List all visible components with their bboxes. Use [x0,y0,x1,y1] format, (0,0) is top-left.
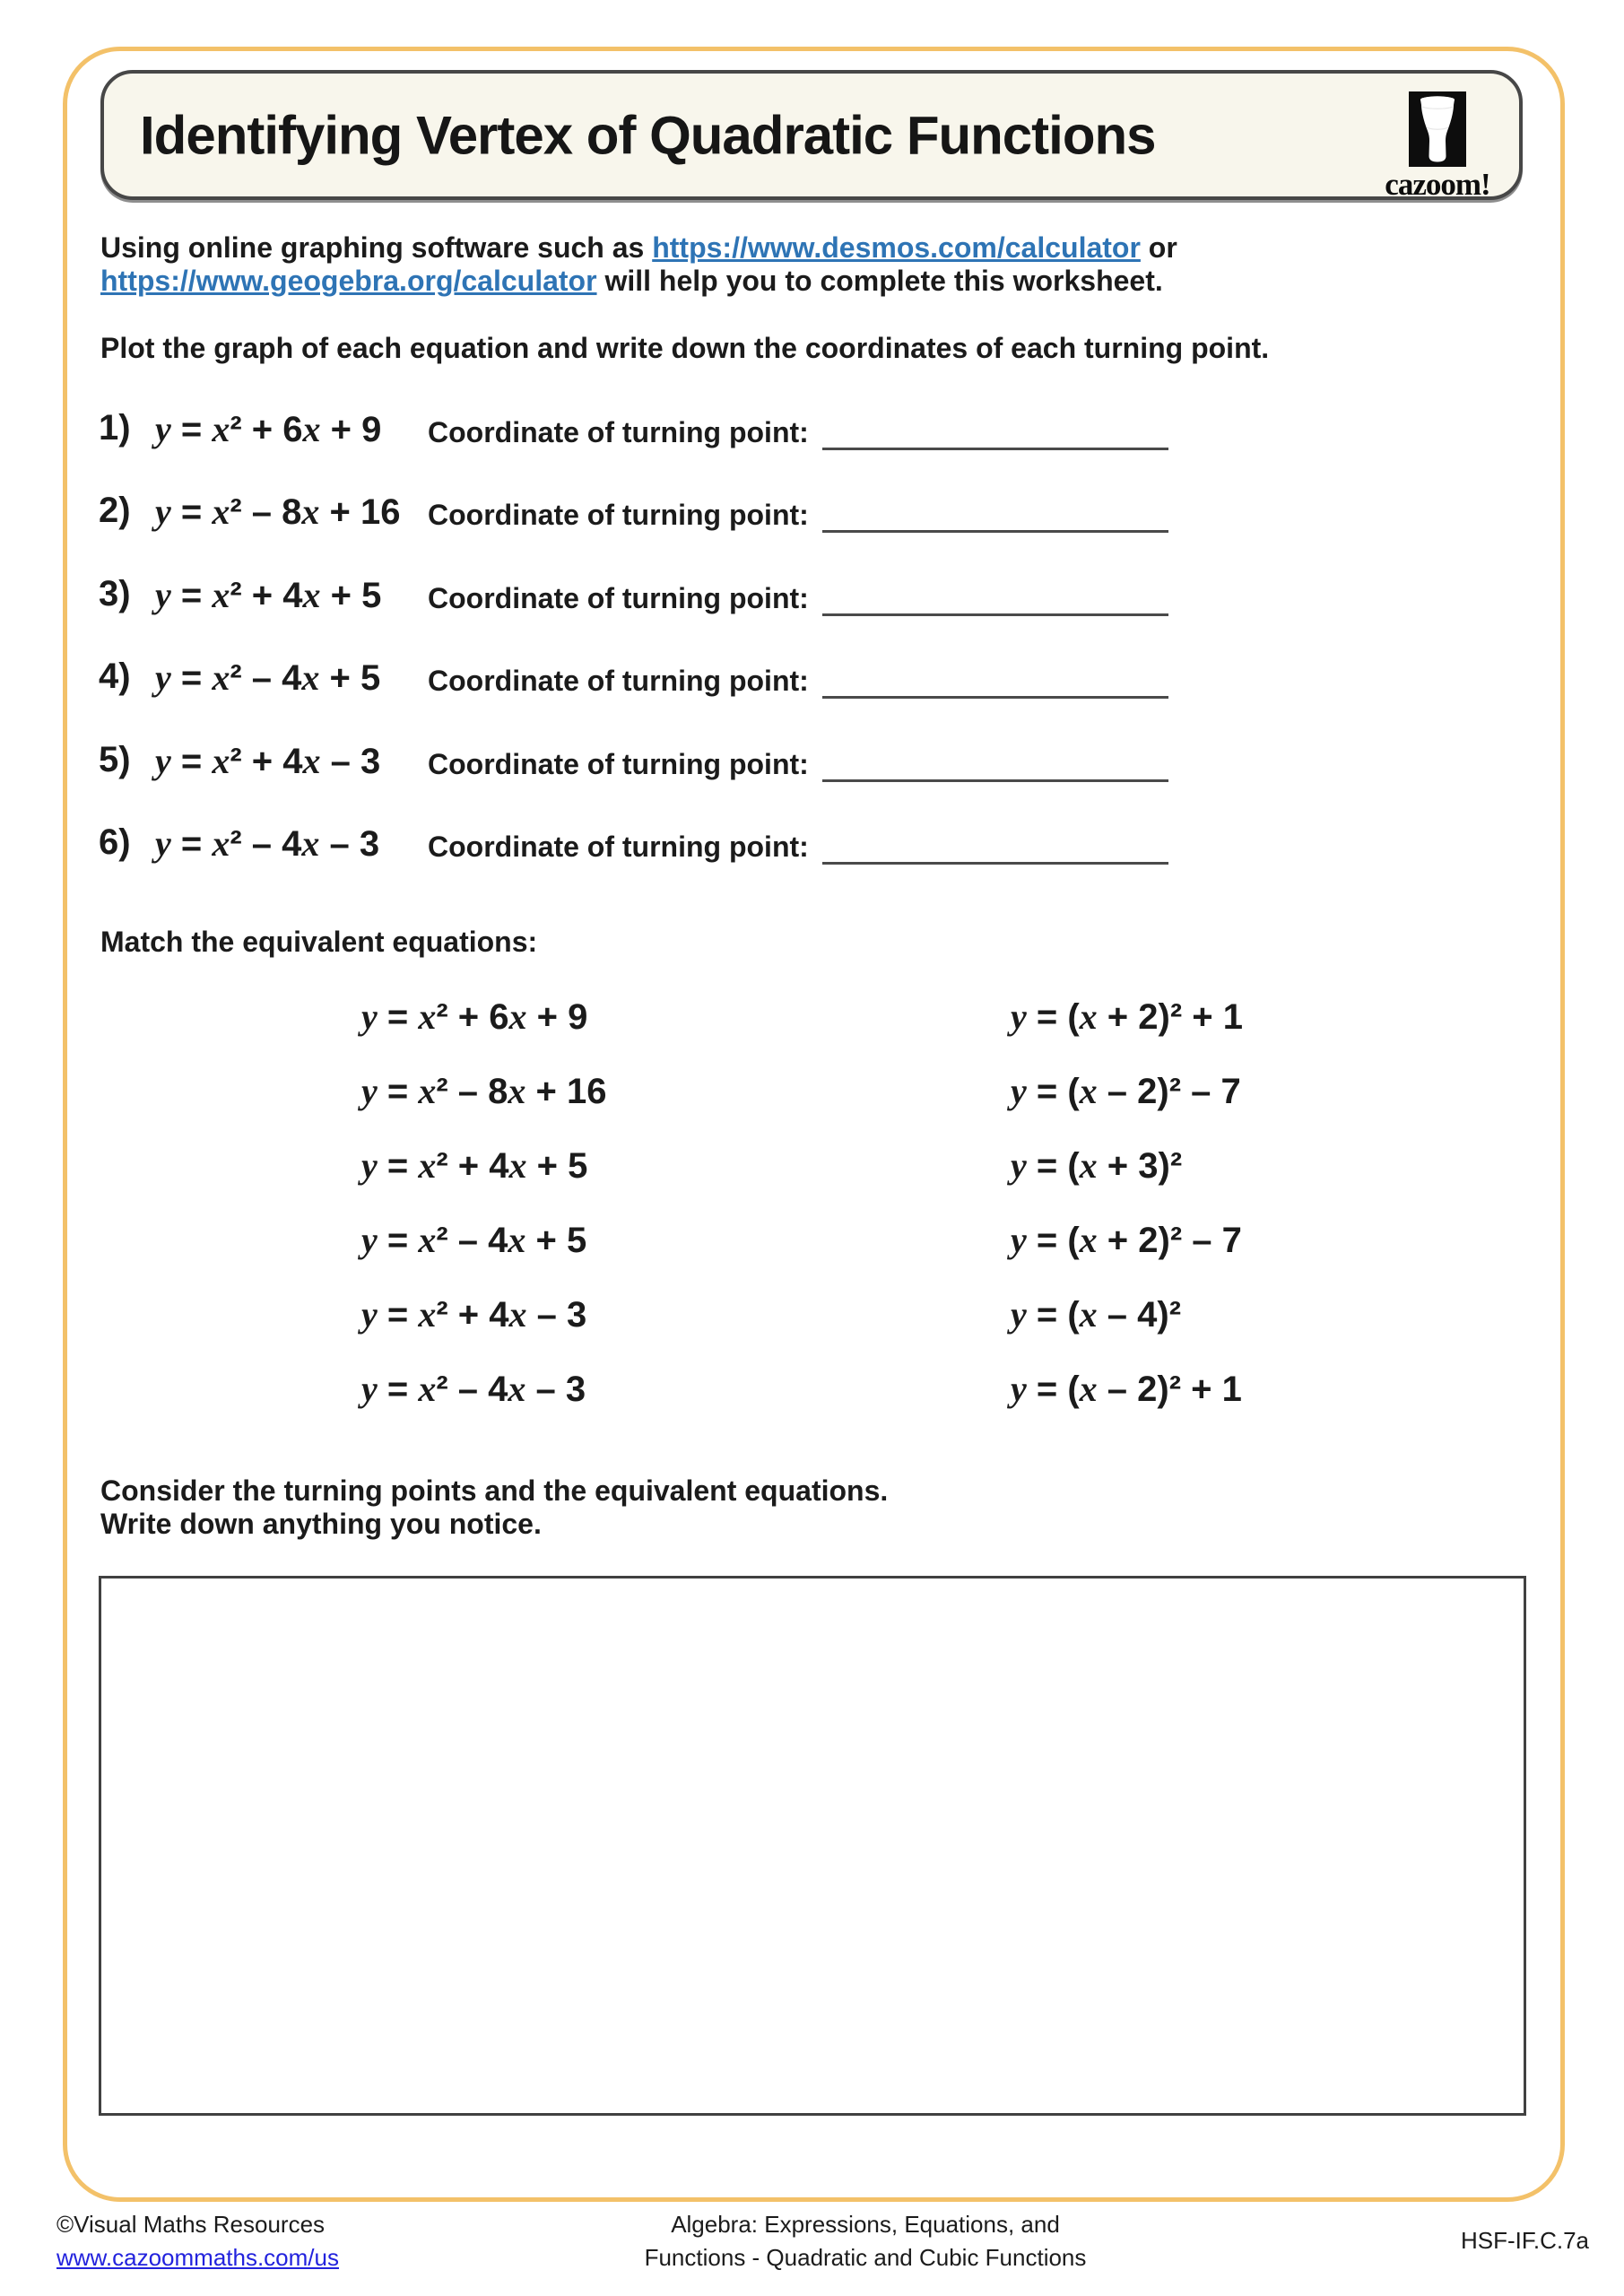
problem-row [0,740,1624,792]
match-instruction: Match the equivalent equations: [100,926,538,958]
logo-wordmark: cazoom! [1385,167,1490,202]
match-equation-left: y = x² + 4x + 5 [361,1145,588,1186]
problem-row [0,657,1624,709]
consider-instruction [100,1474,888,1541]
answer-blank[interactable] [822,448,1168,450]
problem-equation: y = x² – 8x + 16 [155,491,401,532]
problem-row [0,408,1624,460]
match-equation-right: y = (x + 2)² + 1 [1011,996,1243,1037]
problem-number: 5) [99,740,131,779]
footer-left [56,2208,339,2274]
problem-row [0,574,1624,626]
match-equation-left: y = x² – 8x + 16 [361,1071,607,1111]
footer-topic-line-2: Functions - Quadratic and Cubic Functions [644,2244,1087,2271]
intro-paragraph [100,231,1177,298]
footer-standard-code: HSF-IF.C.7a [1460,2227,1589,2254]
problem-number: 2) [99,491,131,530]
footer-topic-line-1: Algebra: Expressions, Equations, and [671,2211,1060,2238]
match-equation-left: y = x² + 4x – 3 [361,1294,587,1335]
coordinate-label: Coordinate of turning point: [428,748,809,780]
coordinate-label: Coordinate of turning point: [428,499,809,531]
match-equation-right: y = (x + 3)² [1011,1145,1183,1186]
desmos-link[interactable]: https://www.desmos.com/calculator [652,231,1141,264]
match-equation-left: y = x² – 4x + 5 [361,1220,587,1260]
cazoom-logo [1377,91,1498,200]
problem-number: 3) [99,574,131,613]
answer-blank[interactable] [822,779,1168,782]
drum-icon [1409,91,1466,167]
answer-blank[interactable] [822,613,1168,616]
match-equation-right: y = (x – 2)² + 1 [1011,1369,1242,1409]
notes-answer-box[interactable] [99,1576,1526,2116]
answer-blank[interactable] [822,530,1168,533]
intro-text-or: or [1140,231,1177,264]
intro-text-1: Using online graphing software such as [100,231,653,264]
coordinate-label: Coordinate of turning point: [428,831,809,863]
answer-blank[interactable] [822,862,1168,865]
consider-line-2: Write down anything you notice. [100,1508,542,1540]
coordinate-label: Coordinate of turning point: [428,416,809,448]
plot-instruction: Plot the graph of each equation and write down the coordinates of each turning point. [100,332,1270,364]
cazoommaths-link[interactable]: www.cazoommaths.com/us [56,2244,339,2271]
footer-topic [489,2208,1242,2274]
problem-number: 1) [99,408,131,448]
problem-row [0,491,1624,543]
consider-line-1: Consider the turning points and the equivalent equations. [100,1474,889,1507]
title-box [100,70,1523,200]
problem-equation: y = x² – 4x + 5 [155,657,381,698]
problem-number: 4) [99,657,131,696]
match-equation-right: y = (x – 4)² [1011,1294,1182,1335]
coordinate-label: Coordinate of turning point: [428,665,809,697]
match-equation-left: y = x² + 6x + 9 [361,996,588,1037]
copyright-text: ©Visual Maths Resources [56,2211,326,2238]
match-equation-left: y = x² – 4x – 3 [361,1369,586,1409]
problem-number: 6) [99,822,131,862]
coordinate-label: Coordinate of turning point: [428,582,809,614]
answer-blank[interactable] [822,696,1168,699]
problem-equation: y = x² – 4x – 3 [155,823,380,864]
intro-text-2: will help you to complete this worksheet. [596,265,1163,297]
problem-equation: y = x² + 4x – 3 [155,741,381,781]
match-equation-right: y = (x – 2)² – 7 [1011,1071,1241,1111]
geogebra-link[interactable]: https://www.geogebra.org/calculator [100,265,597,297]
match-equation-right: y = (x + 2)² – 7 [1011,1220,1242,1260]
problem-equation: y = x² + 4x + 5 [155,575,382,615]
page-title: Identifying Vertex of Quadratic Functions [140,105,1156,165]
problem-row [0,822,1624,874]
problem-equation: y = x² + 6x + 9 [155,409,382,449]
